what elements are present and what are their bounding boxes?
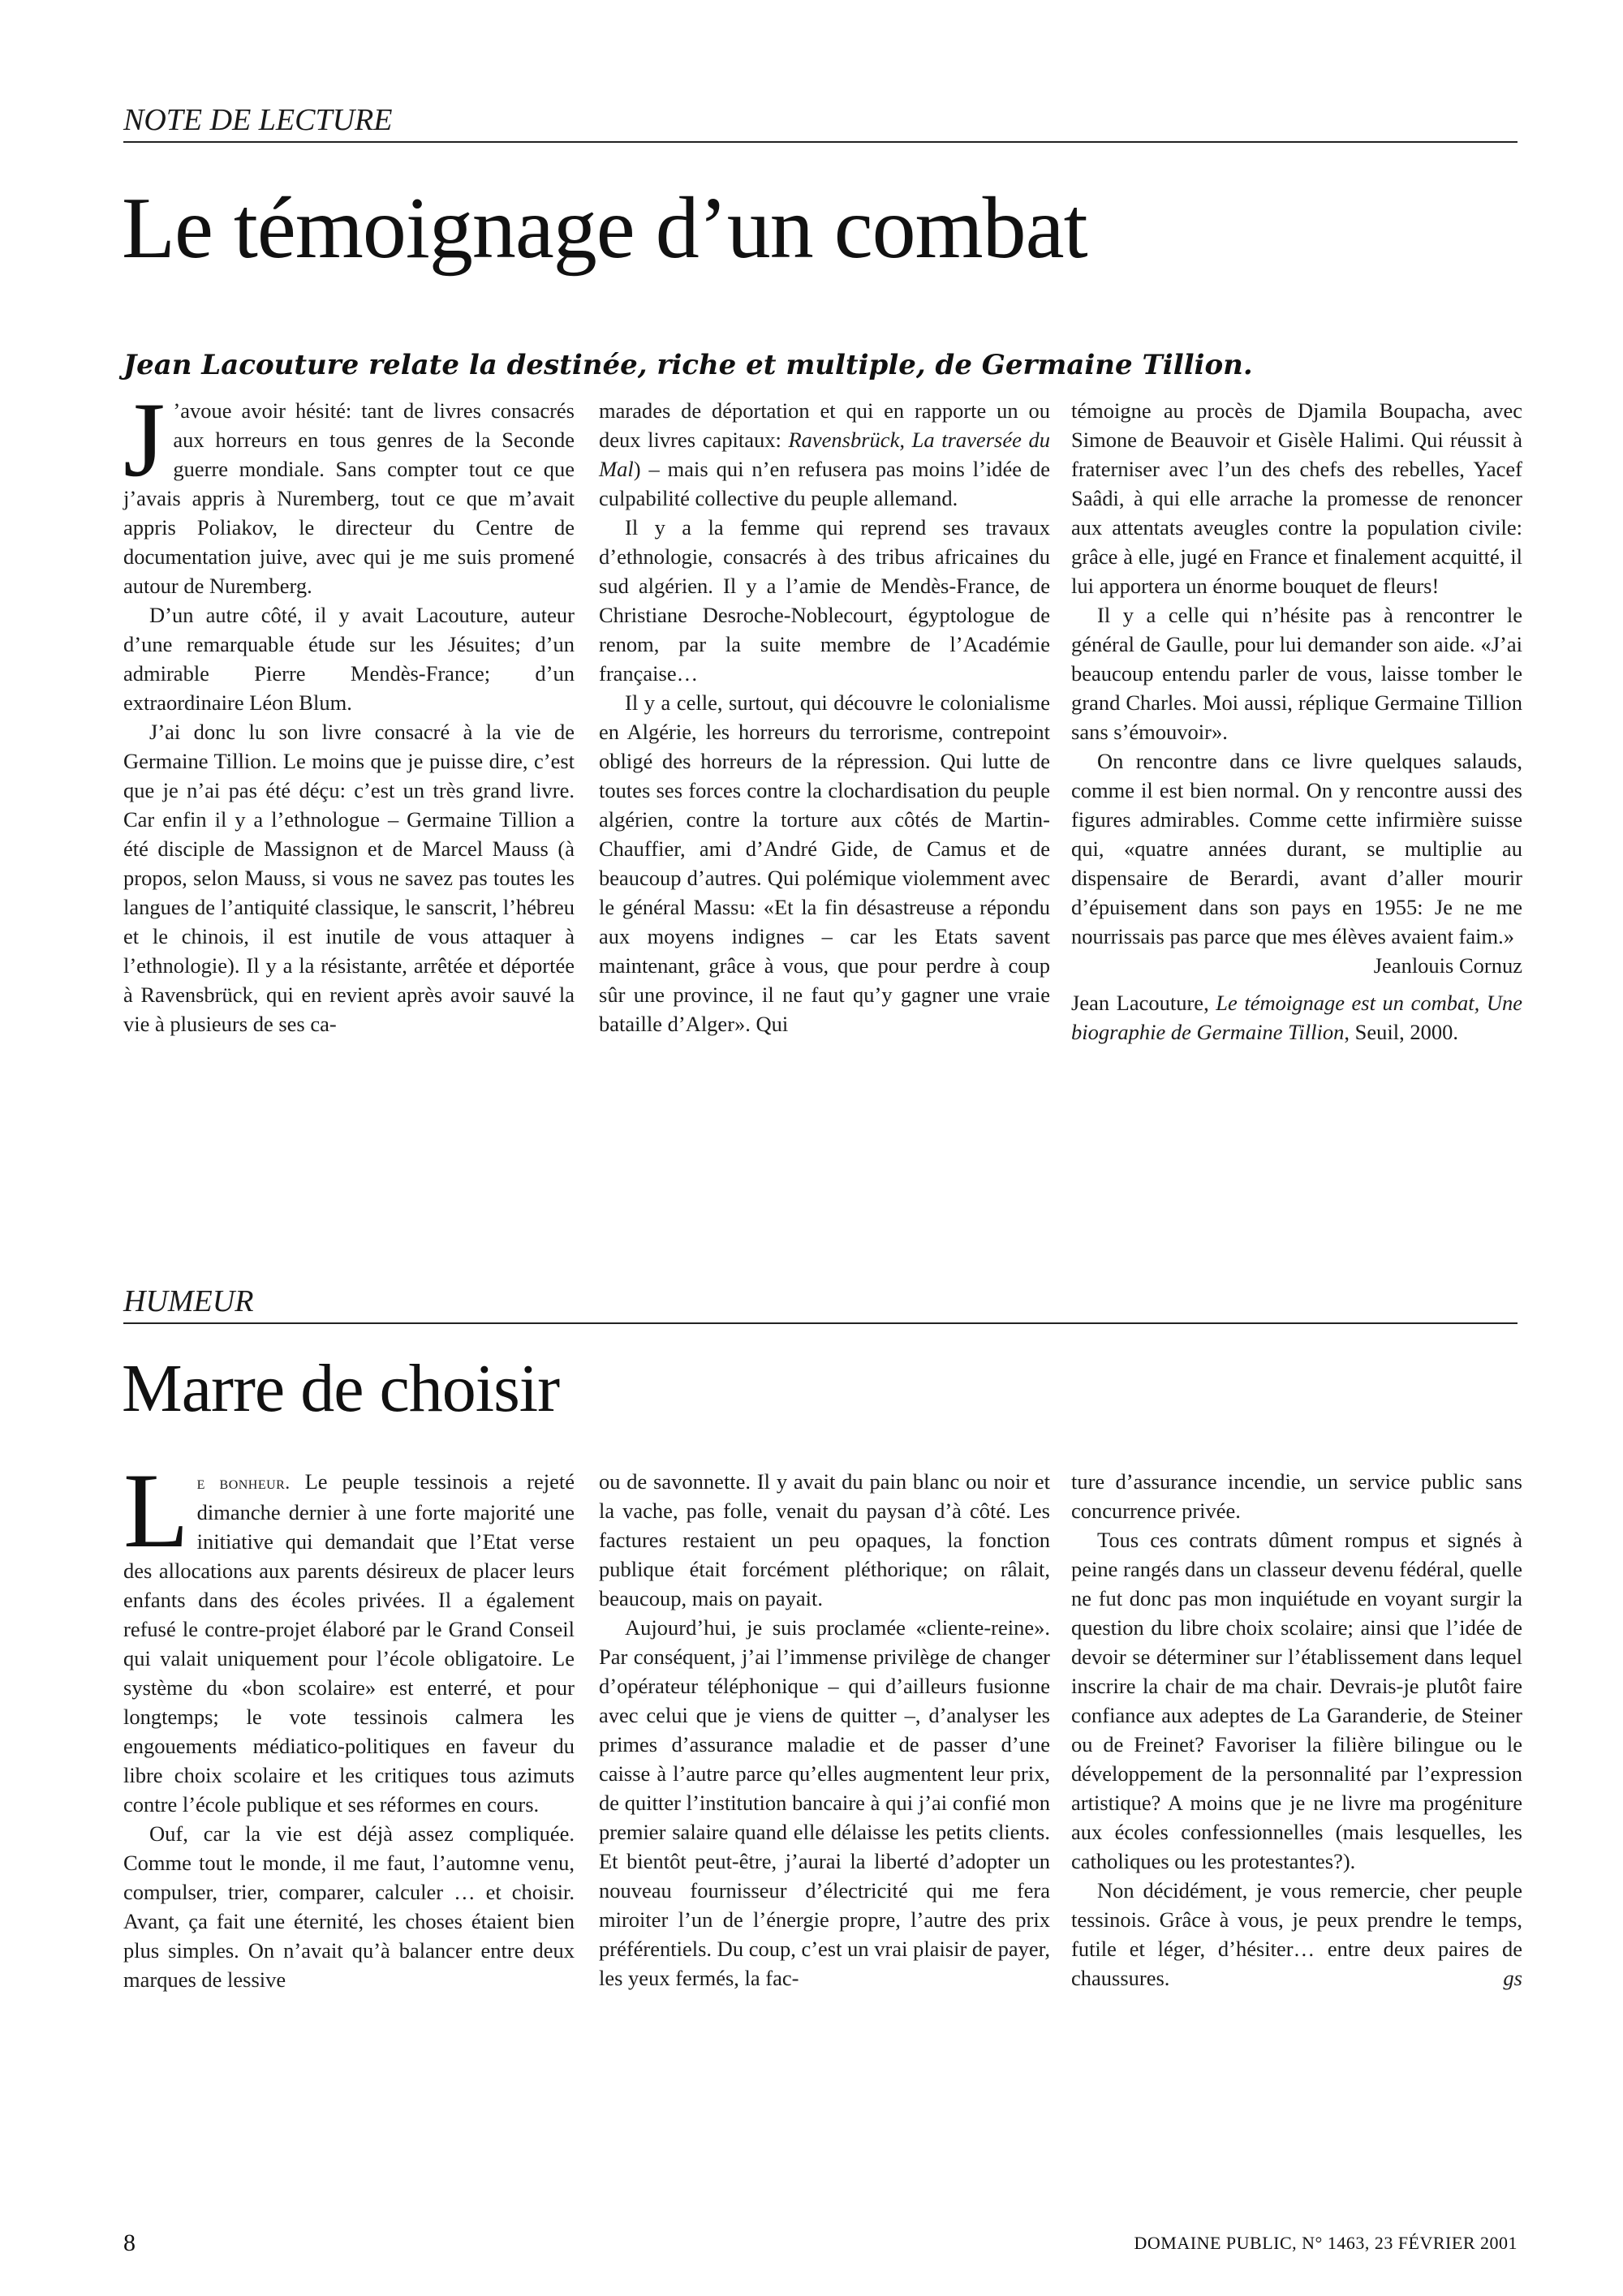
author-signature: Jeanlouis Cornuz bbox=[1373, 953, 1522, 978]
paragraph: J’ai donc lu son livre consacré à la vie de Germaine Tillion. Le moins que je puisse dire, c’est que je n’ai pas été déçu: c’est un très grand livre. Car enfin il y a l’ethnologue – Germaine Tillion a été disciple de Massignon et de Marcel Mauss (à propos, selon Mauss, si vous ne savez pas toutes les langues de l’antiquité classique, le sanscrit, l’hébreu et le chinois, il est inutile de vous attaquer à l’ethnologie). Il y a la résistante, arrêtée et déportée à Ravensbrück, qui en revient après avoir sauvé la vie à plusieurs de ses ca- bbox=[123, 720, 575, 1036]
paragraph: Il y a la femme qui reprend ses travaux d’ethnologie, consacrés à des tribus africaines du sud algérien. Il y a l’amie de Mendès-France, de Christiane Desroche-Noblecourt, égyptologue de renom, par la suite membre de l’Académie française… bbox=[599, 515, 1050, 686]
paragraph: J ’avoue avoir hésité: tant de livres consacrés aux horreurs en tous genres de la Seconde guerre mondiale. Sans compter tout ce que j’avais appris à Nuremberg, tout ce que m’avait appris Poliakov, le directeur du Centre de documentation juive, avec qui je me suis promené autour de Nuremberg. bbox=[123, 380, 575, 598]
page-number: 8 bbox=[123, 2229, 136, 2256]
paragraph: Il y a celle, surtout, qui découvre le colonialisme en Algérie, les horreurs du terrorisme, contrepoint obligé des horreurs de la répression. Qui lutte de toutes ses forces contre la clochardisation du peuple algérien, contre la torture aux côtés de Martin-Chauffier, ami d’André Gide, de Camus et de beaucoup d’autres. Qui polémique violemment avec le général Massu: «Et la fin désastreuse a répondu aux moyens indignes – car les Etats savent maintenant, grâce à vous, que pour perdre à coup sûr une province, il ne faut qu’y gagner une vraie bataille d’Alger». Qui bbox=[599, 690, 1050, 1036]
article1-column-1 bbox=[123, 380, 575, 1038]
article1-column-3 bbox=[1071, 396, 1522, 1047]
paragraph: On rencontre dans ce livre quelques salauds, comme il est bien normal. On y rencontre aussi des figures admirables. Comme cette infirmière suisse qui, «quatre années durant, se multiplie au dispensaire de Berardi, avant d’aller mourir d’épuisement dans son pays en 1955: Je ne me nourrissais pas parce que mes élèves avaient faim.» bbox=[1071, 749, 1522, 948]
drop-cap: J bbox=[123, 380, 166, 499]
paragraph: ture d’assurance incendie, un service public sans concurrence privée. bbox=[1071, 1469, 1522, 1523]
article2-column-2 bbox=[599, 1467, 1050, 1993]
drop-cap: L bbox=[123, 1451, 189, 1570]
paragraph: D’un autre côté, il y avait Lacouture, auteur d’une remarquable étude sur les Jésuites; d’un admirable Pierre Mendès-France; d’un extraordinaire Léon Blum. bbox=[123, 603, 575, 715]
section-label: HUMEUR bbox=[123, 1285, 1518, 1324]
paragraph: Le bonheur. Le peuple tessinois a rejeté dimanche dernier à une forte majorité une initiative qui demandait que l’Etat verse des allocations aux parents désireux de placer leurs enfants dans des écoles privées. Il a également refusé le contre-projet élaboré par le Grand Conseil qui valait uniquement pour l’école obligatoire. Le système du «bon scolaire» est enterré, et pour longtemps; le vote tessinois calmera les engouements médiatico-politiques en faveur du libre choix scolaire et les critiques tous azimuts contre l’école publique et ses réformes en cours. bbox=[123, 1451, 575, 1817]
publication-footer: DOMAINE PUBLIC, N° 1463, 23 FÉVRIER 2001 bbox=[1134, 2233, 1518, 2253]
section-label: NOTE DE LECTURE bbox=[123, 104, 1518, 143]
article-title: Marre de choisir bbox=[122, 1351, 560, 1426]
book-reference: Jean Lacouture, Le témoignage est un combat, Une biographie de Germaine Tillion, Seuil, 2000. bbox=[1071, 991, 1522, 1044]
article2-column-3 bbox=[1071, 1467, 1522, 1993]
paragraph: Aujourd’hui, je suis proclamée «cliente-reine». Par conséquent, j’ai l’immense privilège de changer d’opérateur téléphonique – qui d’ailleurs fusionne avec celui que je viens de quitter –, d’analyser les primes d’assurance maladie et de passer d’une caisse à l’autre parce qu’elles augmentent leur prix, de quitter l’institution bancaire à qui j’ai confié mon premier salaire quand elle délaisse les petits clients. Et bientôt peut-être, j’aurai la liberté d’adopter un nouveau fournisseur d’électricité qui me fera miroiter l’un de l’énergie propre, l’autre des prix préférentiels. Du coup, c’est un vrai plaisir de payer, les yeux fermés, la fac- bbox=[599, 1615, 1050, 1990]
paragraph: Il y a celle qui n’hésite pas à rencontrer le général de Gaulle, pour lui demander son aide. «J’ai beaucoup entendu parler de vous, laisse tomber le grand Charles. Moi aussi, réplique Germaine Tillion sans s’émouvoir». bbox=[1071, 603, 1522, 744]
author-initials: gs bbox=[1503, 1966, 1522, 1990]
paragraph: Ouf, car la vie est déjà assez compliquée. Comme tout le monde, il me faut, l’automne venu, compulser, trier, comparer, calculer … et choisir. Avant, ça fait une éternité, les choses étaient bien plus simples. On n’avait qu’à balancer entre deux marques de lessive bbox=[123, 1821, 575, 1992]
article-title: Le témoignage d’un combat bbox=[122, 180, 1087, 277]
paragraph: témoigne au procès de Djamila Boupacha, avec Simone de Beauvoir et Gisèle Halimi. Qui réussit à fraterniser avec l’un des chefs des rebelles, Yacef Saâdi, à qui elle arrache la promesse de renoncer aux attentats aveugles contre la population civile: grâce à elle, jugé en France et finalement acquitté, il lui apportera un énorme bouquet de fleurs! bbox=[1071, 398, 1522, 598]
paragraph: Tous ces contrats dûment rompus et signés à peine rangés dans un classeur devenu fédéral, quelle ne fut donc pas mon inquiétude en voyant surgir la question du libre choix scolaire; ainsi que l’idée de devoir se déterminer sur l’établissement dans lequel inscrire la chair de ma chair. Devrais-je plutôt faire confiance aux adeptes de La Garanderie, de Steiner ou de Freinet? Favoriser la filière bilingue ou le développement de la personnalité par l’expression artistique? A moins que je ne livre ma progéniture aux écoles confessionnelles (mais lesquelles, les catholiques ou les protestantes?). bbox=[1071, 1528, 1522, 1873]
article2-column-1 bbox=[123, 1451, 575, 1994]
paragraph: marades de déportation et qui en rapporte un ou deux livres capitaux: Ravensbrück, La traversée du Mal) – mais qui n’en refusera pas moins l’idée de culpabilité collective du peuple allemand. bbox=[599, 398, 1050, 510]
paragraph: Non décidément, je vous remercie, cher peuple tessinois. Grâce à vous, je peux prendre le temps, futile et léger, d’hésiter… entre deux paires de chaussures. gs bbox=[1071, 1876, 1522, 1993]
paragraph: ou de savonnette. Il y avait du pain blanc ou noir et la vache, pas folle, venait du paysan d’à côté. Les factures restaient un peu opaques, la fonction publique était forcément pléthorique; on râlait, beaucoup, mais on payait. bbox=[599, 1469, 1050, 1610]
article1-column-2 bbox=[599, 396, 1050, 1038]
article-subtitle: Jean Lacouture relate la destinée, riche et multiple, de Germaine Tillion. bbox=[123, 349, 1253, 381]
